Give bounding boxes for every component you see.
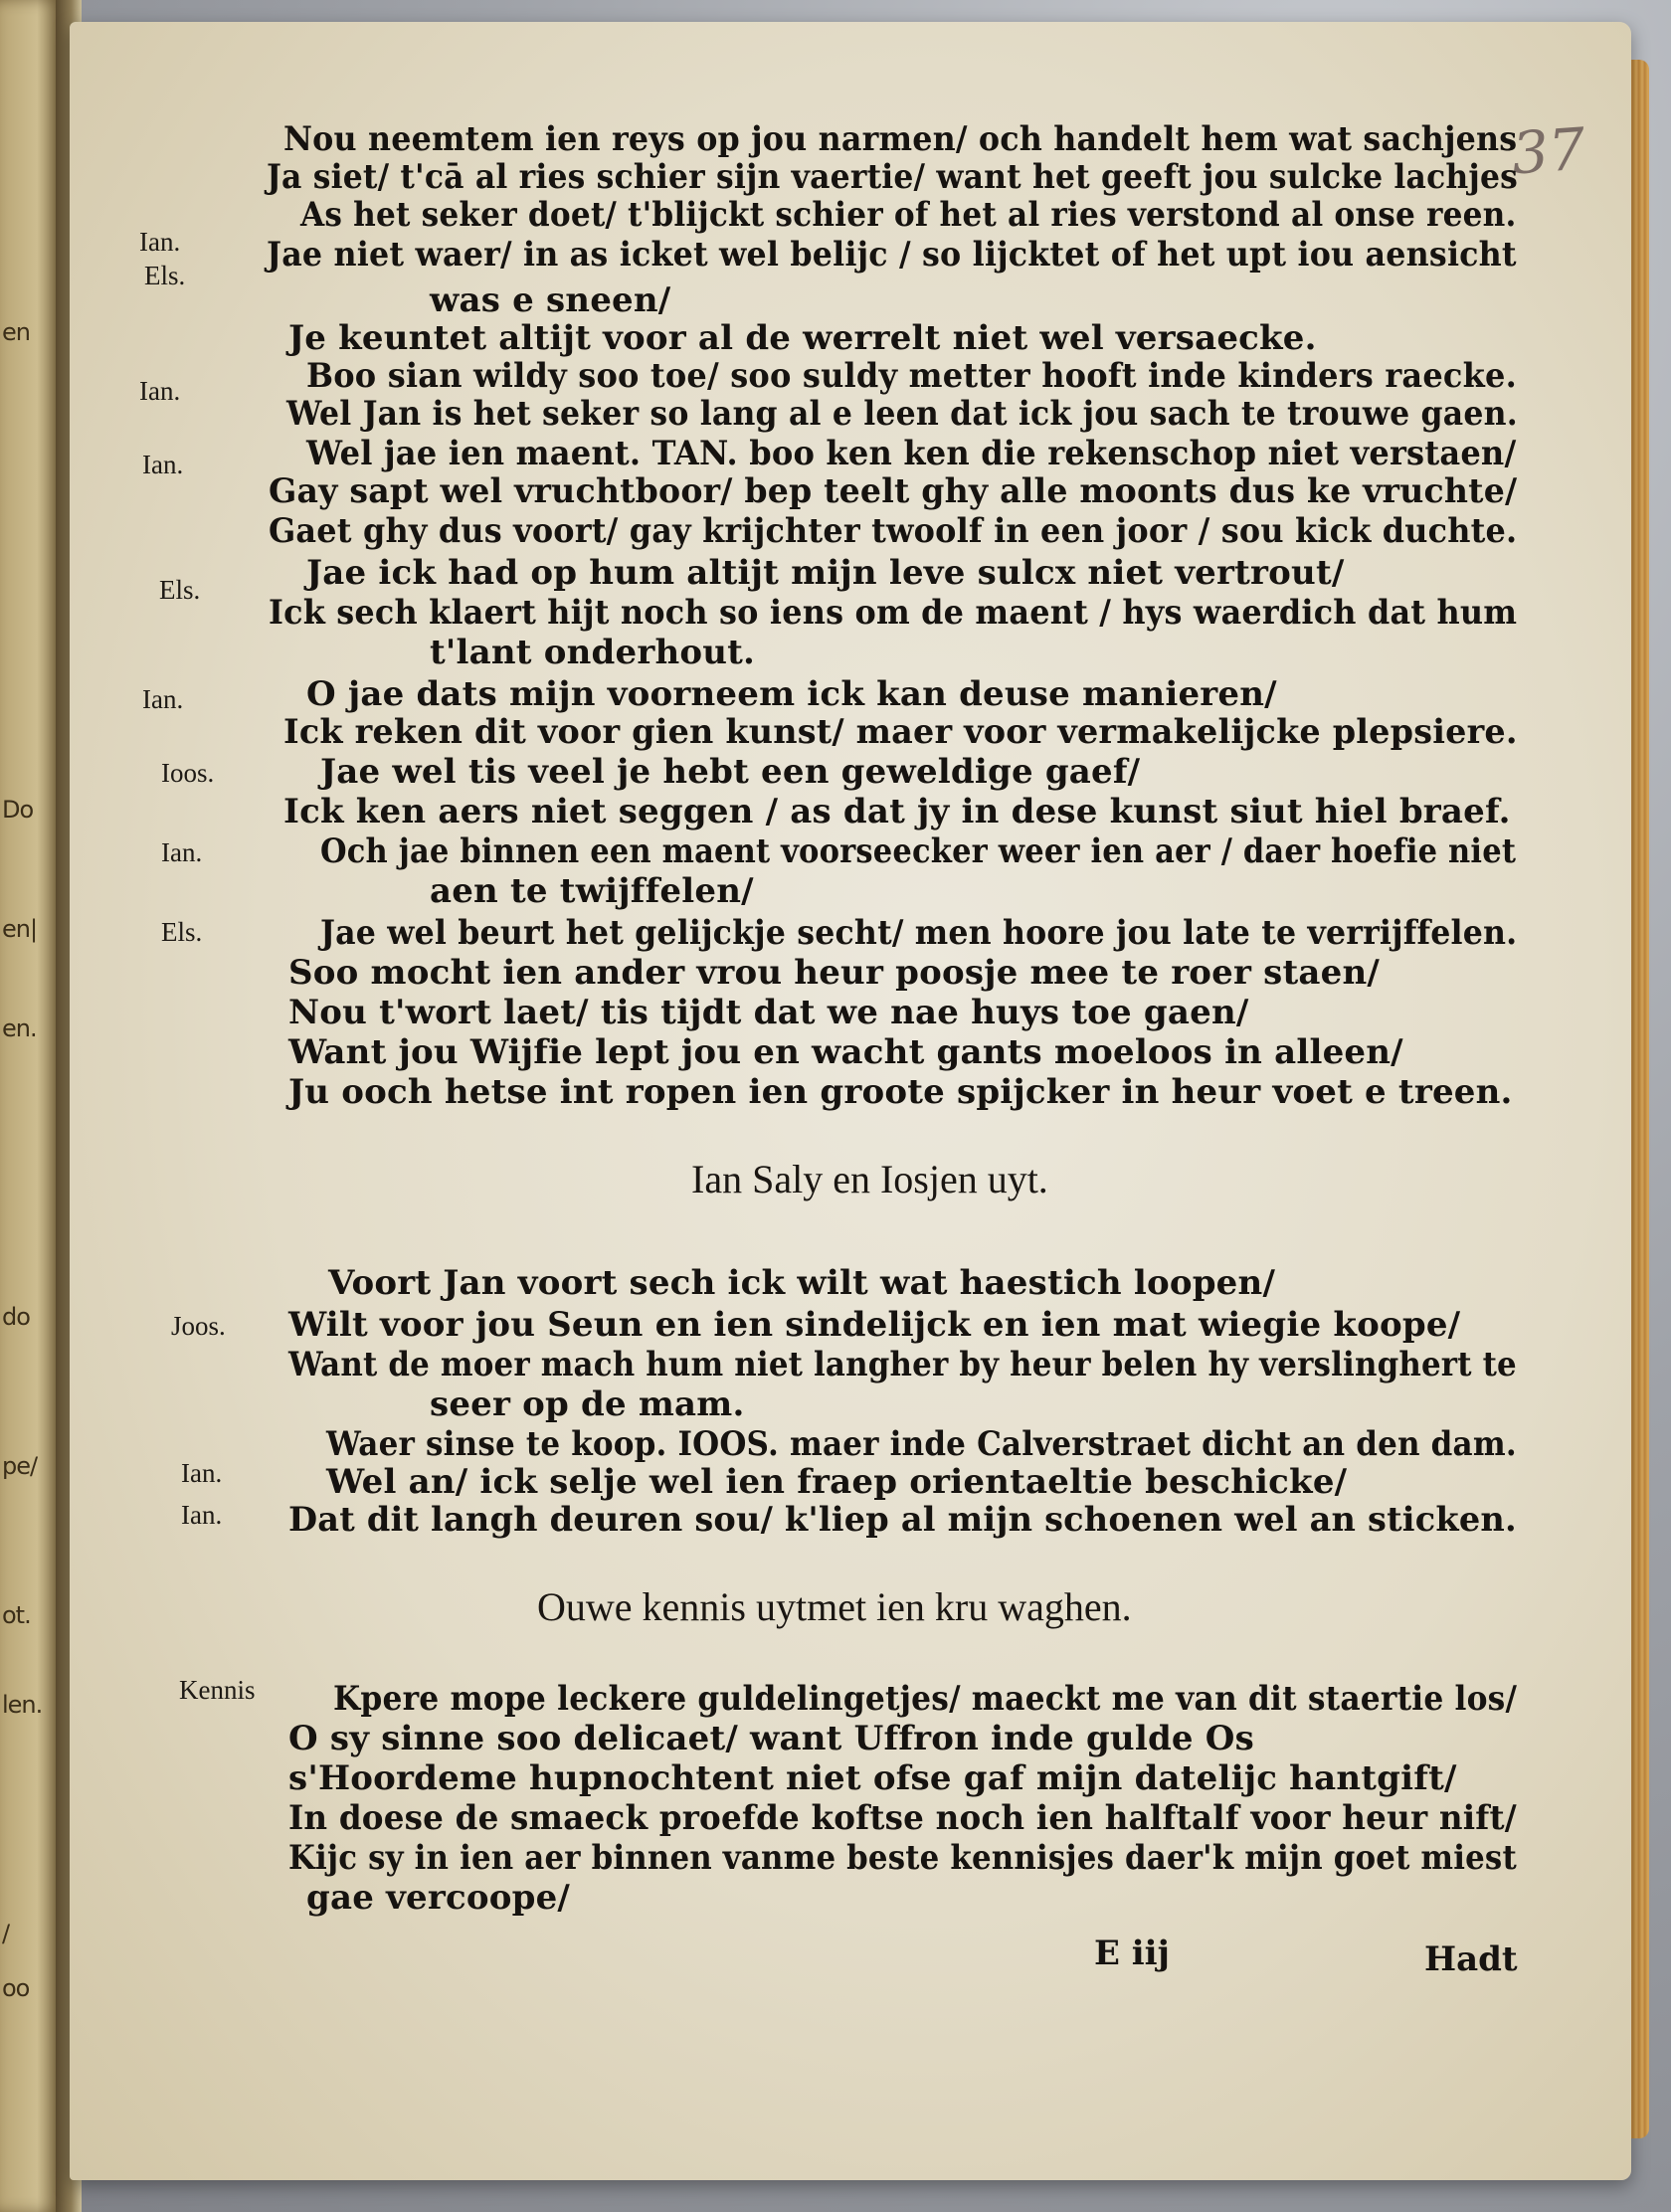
speaker-label: Ian. xyxy=(142,684,184,714)
verse-line: s'Hoordeme hupnochtent niet ofse gaf mijn datelijc hantgift/ xyxy=(288,1758,1457,1798)
speaker-label: Ian. xyxy=(161,837,203,867)
verse-line: Je keuntet altijt voor al de werrelt niet wel versaecke. xyxy=(288,318,1317,358)
verse-line: Gay sapt wel vruchtboor/ bep teelt ghy alle moonts dus ke vruchte/ xyxy=(269,471,1518,511)
folio-number: 37 xyxy=(1509,114,1588,188)
verse-line: Boo sian wildy soo toe/ soo suldy metter hooft inde kinders raecke. xyxy=(306,356,1517,396)
margin-fragment: oo xyxy=(2,1974,30,2002)
margin-fragment: en xyxy=(2,318,30,346)
catchword: Hadt xyxy=(1424,1939,1518,1979)
stage-direction-heading: Ian Saly en Iosjen uyt. xyxy=(691,1157,1048,1201)
speaker-label: Ian. xyxy=(142,450,184,479)
verse-line: Ja siet/ t'cā al ries schier sijn vaertie/ want het geeft jou sulcke lachjes xyxy=(267,157,1519,197)
verse-line: Want de moer mach hum niet langher by heur belen hy verslinghert te xyxy=(288,1345,1517,1384)
speaker-label: Ian. xyxy=(181,1458,223,1488)
margin-fragment: en. xyxy=(2,1014,37,1042)
verse-line: Och jae binnen een maent voorseecker weer ien aer / daer hoefie niet xyxy=(320,831,1517,871)
verse-line: Voort Jan voort sech ick wilt wat haestich loopen/ xyxy=(328,1263,1276,1303)
verse-line: Waer sinse te koop. IOOS. maer inde Calverstraet dicht an den dam. xyxy=(326,1424,1517,1464)
speaker-label: Joos. xyxy=(171,1311,226,1341)
verse-line: Want jou Wijfie lept jou en wacht gants moeloos in alleen/ xyxy=(288,1032,1403,1072)
verse-line: t'lant onderhout. xyxy=(430,633,756,672)
verse-line: Ju ooch hetse int ropen ien groote spijcker in heur voet e treen. xyxy=(288,1072,1513,1112)
verse-line: Ick sech klaert hijt noch so iens om de maent / hys waerdich dat hum xyxy=(269,593,1518,633)
signature-mark: E iij xyxy=(1094,1934,1170,1973)
speaker-label: Ioos. xyxy=(161,758,215,788)
verse-line: Wel jae ien maent. TAN. boo ken ken die rekenschop niet verstaen/ xyxy=(306,434,1517,473)
margin-fragment: en| xyxy=(2,915,38,943)
margin-fragment: / xyxy=(2,1920,10,1947)
verse-line: Kpere mope leckere guldelingetjes/ maeckt me van dit staertie los/ xyxy=(333,1679,1518,1719)
speaker-label: Ian. xyxy=(139,376,181,406)
speaker-label: Ian. xyxy=(139,227,181,257)
verse-line: Dat dit langh deuren sou/ k'liep al mijn schoenen wel an sticken. xyxy=(288,1500,1517,1540)
verse-line: Wel Jan is het seker so lang al e leen dat ick jou sach te trouwe gaen. xyxy=(286,394,1518,434)
verse-line: Wilt voor jou Seun en ien sindelijck en ien mat wiegie koope/ xyxy=(288,1305,1461,1345)
verse-line: Jae ick had op hum altijt mijn leve sulcx niet vertrout/ xyxy=(306,553,1345,593)
margin-fragment: ot. xyxy=(2,1601,31,1629)
verse-line: gae vercoope/ xyxy=(306,1878,571,1918)
speaker-label: Els. xyxy=(159,575,201,605)
verse-line: Jae niet waer/ in as icket wel belijc / so lijcktet of het upt iou aensicht xyxy=(267,235,1517,275)
verse-line: O sy sinne soo delicaet/ want Uffron inde gulde Os xyxy=(288,1719,1254,1758)
verse-line: Jae wel tis veel je hebt een geweldige gaef/ xyxy=(320,752,1141,792)
stage-direction-heading: Ouwe kennis uytmet ien kru waghen. xyxy=(537,1584,1132,1629)
margin-fragment: Do xyxy=(2,796,34,824)
verse-line: Gaet ghy dus voort/ gay krijchter twoolf in een joor / sou kick duchte. xyxy=(269,511,1518,551)
verse-line: Soo mocht ien ander vrou heur poosje mee te roer staen/ xyxy=(288,953,1381,993)
speaker-label: Ian. xyxy=(181,1500,223,1530)
verse-line: As het seker doet/ t'blijckt schier of het al ries verstond al onse reen. xyxy=(300,195,1517,235)
speaker-label: Kennis xyxy=(179,1675,256,1705)
margin-fragment: len. xyxy=(2,1691,43,1719)
speaker-label: Els. xyxy=(144,261,186,290)
verse-line: was e sneen/ xyxy=(430,280,671,320)
verse-line: Ick ken aers niet seggen / as dat jy in dese kunst siut hiel braef. xyxy=(283,792,1511,831)
margin-fragment: do xyxy=(2,1303,30,1331)
verse-line: Kijc sy in ien aer binnen vanme beste kennisjes daer'k mijn goet miest xyxy=(288,1838,1517,1878)
verse-line: Nou neemtem ien reys op jou narmen/ och handelt hem wat sachjens xyxy=(283,119,1518,159)
verse-line: O jae dats mijn voorneem ick kan deuse manieren/ xyxy=(306,674,1277,714)
verse-line: Nou t'wort laet/ tis tijdt dat we nae huys toe gaen/ xyxy=(288,993,1249,1032)
verse-line: Wel an/ ick selje wel ien fraep orientaeltie beschicke/ xyxy=(326,1462,1348,1502)
margin-fragment: pe/ xyxy=(2,1452,38,1480)
facing-page-edge xyxy=(0,0,62,2212)
verse-line: seer op de mam. xyxy=(430,1384,745,1424)
verse-line: Ick reken dit voor gien kunst/ maer voor vermakelijcke plepsiere. xyxy=(283,712,1518,752)
verse-line: Jae wel beurt het gelijckje secht/ men hoore jou late te verrijffelen. xyxy=(320,913,1518,953)
verse-line: In doese de smaeck proefde koftse noch ien halftalf voor heur nift/ xyxy=(288,1798,1517,1838)
speaker-label: Els. xyxy=(161,917,203,947)
verse-line: aen te twijffelen/ xyxy=(430,871,754,911)
